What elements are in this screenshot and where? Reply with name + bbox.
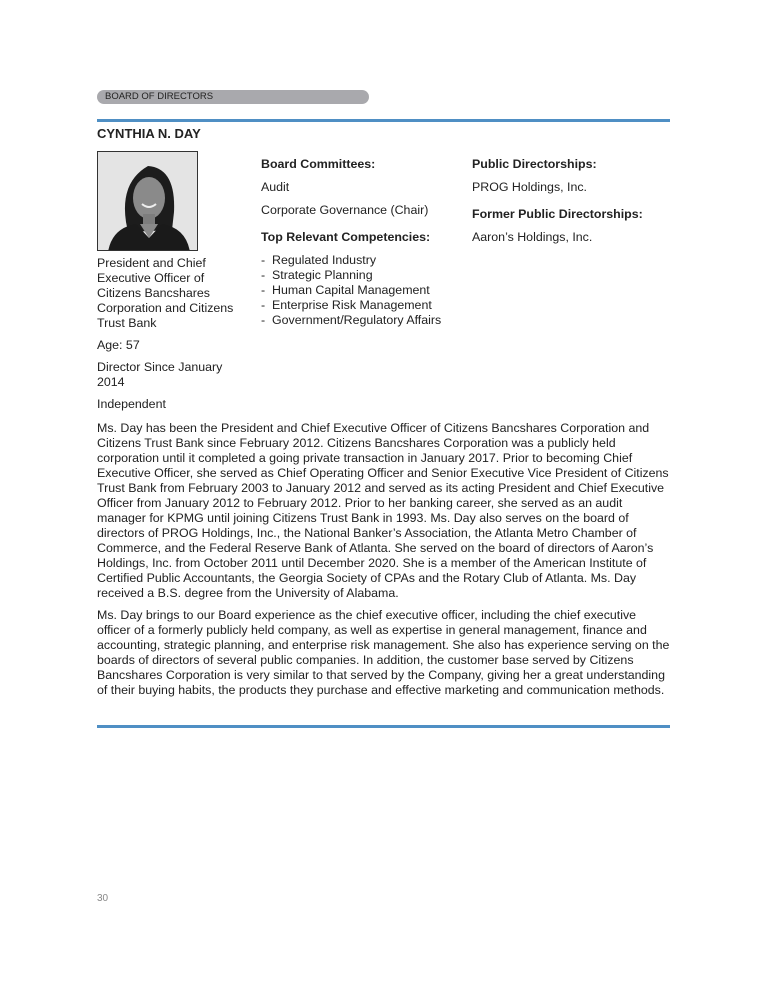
competency-item: - Enterprise Risk Management [261,298,461,313]
committee-item: Corporate Governance (Chair) [261,203,429,217]
competencies-list [261,253,461,328]
committees-heading: Board Committees: [261,157,376,171]
top-divider [97,119,670,122]
committees-column [261,157,461,328]
section-label: BOARD OF DIRECTORS [97,90,369,104]
competency-item: - Strategic Planning [261,268,461,283]
director-name: CYNTHIA N. DAY [97,126,201,141]
director-age: Age: 57 [97,338,140,352]
public-directorships-heading: Public Directorships: [472,157,597,171]
competency-item: - Human Capital Management [261,283,461,298]
former-directorships-heading: Former Public Directorships: [472,207,643,221]
committee-item: Audit [261,180,290,194]
director-since: Director Since January 2014 [97,360,223,389]
former-directorship-item: Aaron’s Holdings, Inc. [472,230,593,244]
competencies-heading: Top Relevant Competencies: [261,230,431,244]
competency-item: - Government/Regulatory Affairs [261,313,461,328]
public-directorship-item: PROG Holdings, Inc. [472,180,588,194]
competency-item: - Regulated Industry [261,253,461,268]
bio-paragraph: Ms. Day has been the President and Chief Executive Officer of Citizens Bancshares Corporation and Citizens Trust Bank since February 2012. Citizens Bancshares Corporation was a publicly held corporation until it completed a going private transaction in January 2017. Prior to becoming Chief Executive Officer, she served as Chief Operating Officer and Senior Executive Vice President of Citizens Trust Bank from February 2003 to January 2012 and served as its acting President and Chief Executive Officer from January 2012 to February 2012. Prior to her banking career, she served as an audit manager for KPMG until joining Citizens Trust Bank in 1993. Ms. Day also serves on the board of directors of PROG Holdings, Inc., the National Banker’s Association, the Atlanta Metro Chamber of Commerce, and the Federal Reserve Bank of Atlanta. She served on the board of directors of Aaron’s Holdings, Inc. from October 2011 until December 2020. She is a member of the American Institute of Certified Public Accountants, the Georgia Society of CPAs and the Rotary Club of Atlanta. Ms. Day received a B.S. degree from the University of Alabama. [97,421,669,600]
bottom-divider [97,725,670,728]
biography [97,421,673,705]
page-number: 30 [97,893,109,904]
bio-paragraph: Ms. Day brings to our Board experience as the chief executive officer, including the chief executive officer of a formerly publicly held company, as well as expertise in general management, finance and accounting, strategic planning, and enterprise risk management. She also has experience serving on the boards of directors of several public companies. In addition, the customer base served by Citizens Bancshares Corporation is very similar to that served by the Company, giving her a great understanding of their buying habits, the products they purchase and effective marketing and communication methods. [97,608,670,697]
directorships-column [472,157,672,245]
director-details [97,256,247,419]
director-photo [97,151,198,251]
director-title: President and Chief Executive Officer of Citizens Bancshares Corporation and Citizens Trust Bank [97,256,234,330]
director-status: Independent [97,397,166,411]
